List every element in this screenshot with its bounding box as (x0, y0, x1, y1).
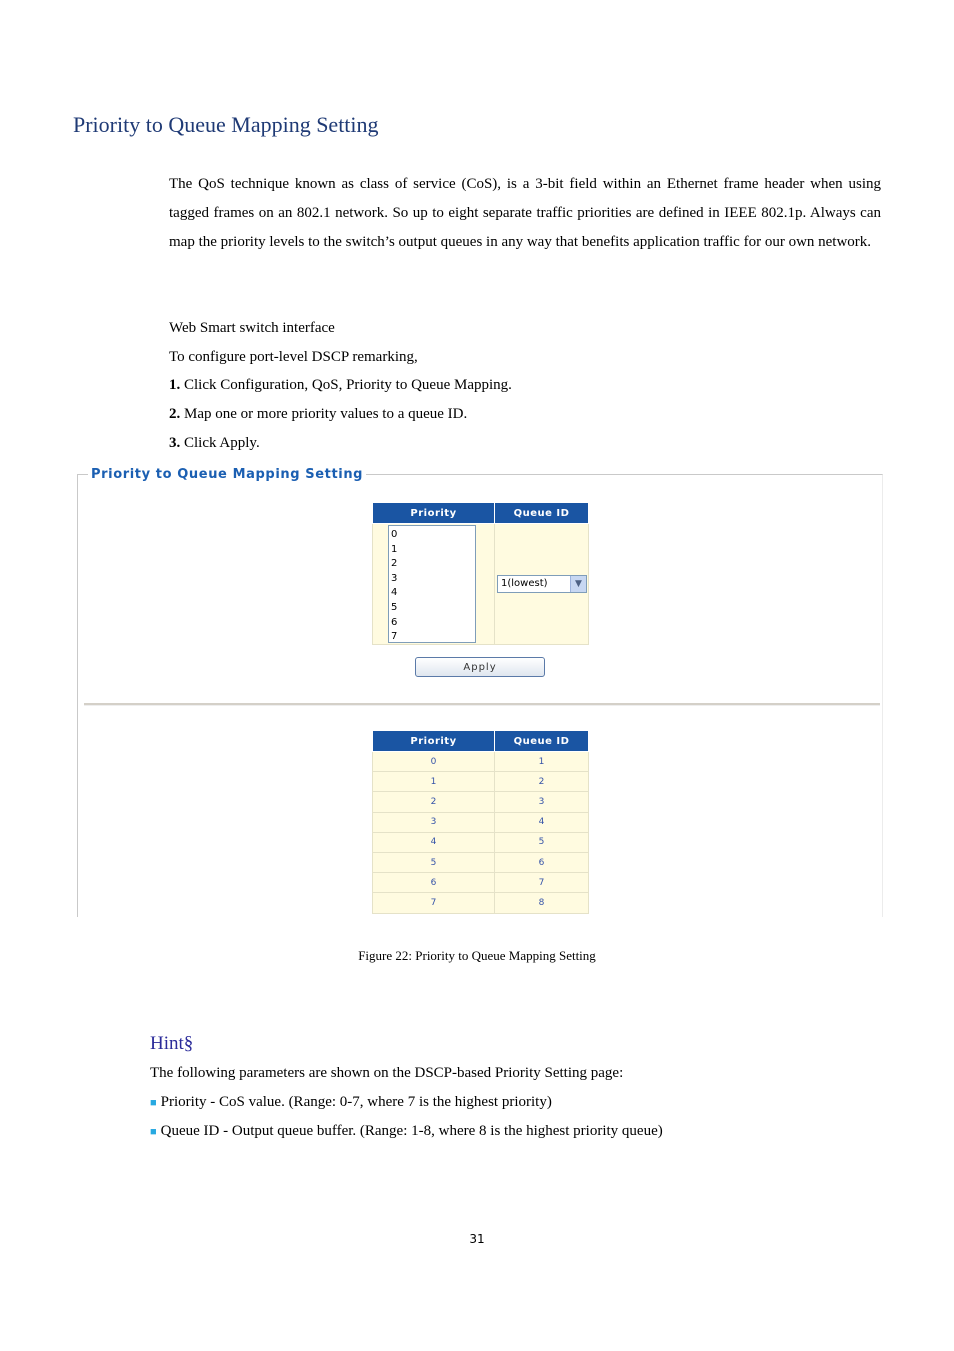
hint-intro: The following parameters are shown on the DSCP-based Priority Setting page: (150, 1065, 624, 1081)
priority-value: 2 (373, 792, 495, 812)
queue-cell (495, 524, 589, 645)
queue-value: 6 (495, 852, 589, 872)
table-row (373, 752, 589, 772)
priority-value: 6 (373, 873, 495, 893)
mapping-form-table (372, 502, 589, 645)
priority-cell (373, 524, 495, 645)
priority-option[interactable]: 6 (391, 616, 398, 628)
priority-value: 0 (373, 752, 495, 772)
table-row (373, 873, 589, 893)
priority-value: 4 (373, 832, 495, 852)
hint-bullet-priority (150, 1092, 552, 1113)
table-row (373, 893, 589, 913)
step-number: 3. (169, 435, 181, 451)
queue-value: 7 (495, 873, 589, 893)
priority-option[interactable]: 3 (391, 572, 398, 584)
queue-value: 5 (495, 832, 589, 852)
queue-value: 2 (495, 772, 589, 792)
priority-value: 3 (373, 812, 495, 832)
form-priority-header: Priority (373, 503, 495, 524)
priority-value: 5 (373, 852, 495, 872)
mapping-table (372, 730, 589, 914)
queue-id-selected-value: 1(lowest) (501, 578, 548, 589)
step-number: 2. (169, 406, 181, 422)
table-row (373, 792, 589, 812)
table-row (373, 852, 589, 872)
divider (84, 703, 880, 706)
queue-value: 4 (495, 812, 589, 832)
step-text: Click Apply. (184, 435, 260, 451)
priority-value: 1 (373, 772, 495, 792)
table-row (373, 812, 589, 832)
step-text: Click Configuration, QoS, Priority to Queue Mapping. (184, 377, 512, 393)
hint-bullet-text: Priority - CoS value. (Range: 0-7, where 7 is the highest priority) (160, 1094, 552, 1110)
table-row (373, 772, 589, 792)
priority-option[interactable]: 2 (391, 558, 398, 570)
queue-value: 3 (495, 792, 589, 812)
priority-value: 7 (373, 893, 495, 913)
square-bullet-icon: ■ (150, 1126, 157, 1138)
square-bullet-icon: ■ (150, 1097, 157, 1109)
priority-option[interactable]: 4 (391, 587, 398, 599)
chevron-down-icon[interactable]: ▼ (570, 576, 586, 592)
form-queue-header: Queue ID (495, 503, 589, 524)
configure-line: To configure port-level DSCP remarking, (169, 349, 418, 365)
step-text: Map one or more priority values to a queue ID. (184, 406, 468, 422)
intro-paragraph: The QoS technique known as class of service (CoS), is a 3-bit field within an Ethernet frame header when using tagged frames on an 802.1 network. So up to eight separate traffic priorities are defined in IEEE 802.1p. Always can map the priority levels to the switch’s output queues in any way that benefits application traffic for our own network. (169, 176, 881, 250)
page-number: 31 (469, 1232, 485, 1246)
step-1 (169, 375, 512, 395)
queue-value: 8 (495, 893, 589, 913)
priority-option[interactable]: 1 (391, 543, 398, 555)
hint-bullet-text: Queue ID - Output queue buffer. (Range: 1-8, where 8 is the highest priority queue) (160, 1123, 663, 1139)
table-row (373, 832, 589, 852)
interface-label: Web Smart switch interface (169, 320, 335, 336)
hint-bullet-queue (150, 1121, 663, 1142)
figure-caption: Figure 22: Priority to Queue Mapping Setting (358, 948, 596, 963)
step-3 (169, 433, 260, 453)
priority-option[interactable]: 0 (391, 529, 398, 540)
apply-button[interactable]: Apply (415, 657, 545, 677)
step-number: 1. (169, 377, 181, 393)
queue-value: 1 (495, 752, 589, 772)
page-title: Priority to Queue Mapping Setting (73, 112, 379, 137)
mapping-queue-header: Queue ID (495, 731, 589, 752)
queue-id-select[interactable] (497, 575, 587, 593)
panel-title: Priority to Queue Mapping Setting (88, 467, 366, 482)
priority-option[interactable]: 5 (391, 601, 398, 613)
priority-listbox[interactable] (388, 525, 476, 643)
priority-option[interactable]: 7 (391, 631, 398, 643)
mapping-priority-header: Priority (373, 731, 495, 752)
hint-title: Hint§ (150, 1033, 194, 1054)
figure-panel (77, 467, 883, 917)
step-2 (169, 404, 467, 424)
